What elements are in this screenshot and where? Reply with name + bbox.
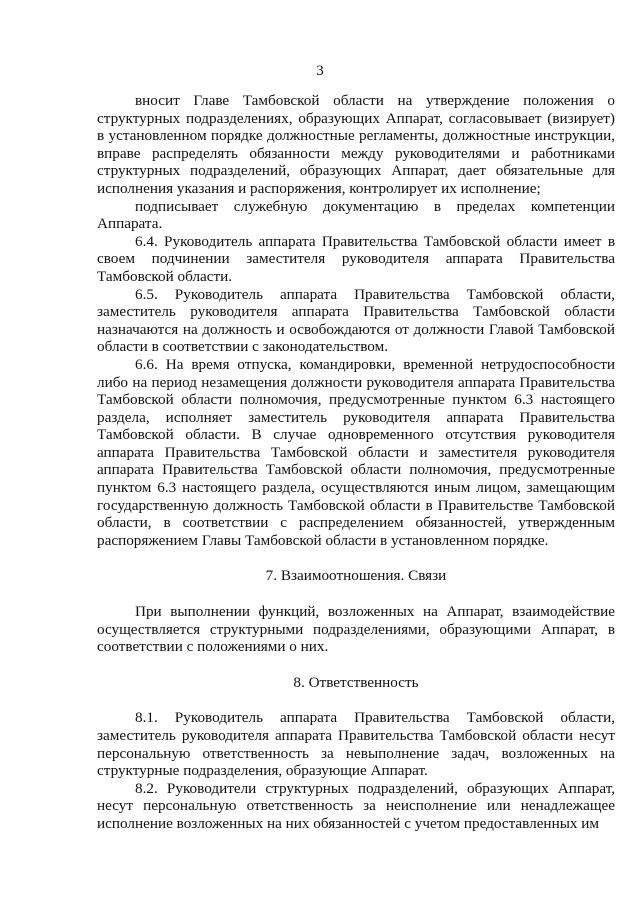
paragraph-6-6: 6.6. На время отпуска, командировки, временной нетрудоспособности либо на период незамещения должности руководителя аппарата Правительства Тамбовской области полномочия, предусмотренные пунктом 6.3 настоящего раздела, исполняет заместитель руководителя аппарата Правительства Тамбовской области. В случае одновременного отсутствия руководителя аппарата Правительства Тамбовской области и заместителя руководителя аппарата Правительства Тамбовской области полномочия, предусмотренные пунктом 6.3 настоящего раздела, осуществляются иным лицом, замещающим государственную должность Тамбовской области в Правительстве Тамбовской области, в соответствии с распределением обязанностей, утвержденным распоряжением Главы Тамбовской области в установленном порядке. (97, 355, 615, 549)
paragraph-signs-documents: подписывает служебную документацию в пределах компетенции Аппарата. (97, 197, 615, 233)
page-number: 3 (316, 63, 324, 79)
paragraph-7-relations: При выполнении функций, возложенных на Аппарат, взаимодействие осуществляется структурными подразделениями, образующими Аппарат, в соответствии с положениями о них. (97, 603, 615, 656)
paragraph-8-2: 8.2. Руководители структурных подразделений, образующих Аппарат, несут персональную ответственность за неисполнение или ненадлежащее исполнение возложенных на них обязанностей с учетом предоставленных им (97, 779, 615, 832)
paragraph-6-4: 6.4. Руководитель аппарата Правительства Тамбовской области имеет в своем подчинении заместителя руководителя аппарата Правительства Тамбовской области. (97, 232, 615, 285)
document-body (97, 92, 615, 833)
section-heading-8: 8. Ответственность (293, 673, 419, 691)
paragraph-6-5: 6.5. Руководитель аппарата Правительства Тамбовской области, заместитель руководителя аппарата Правительства Тамбовской области назначаются на должность и освобождаются от должности Главой Тамбовской области в соответствии с законодательством. (97, 285, 615, 356)
paragraph-powers-continued: вносит Главе Тамбовской области на утверждение положения о структурных подразделениях, образующих Аппарат, согласовывает (визирует) в установленном порядке должностные регламенты, должностные инструкции, вправе распределять обязанности между руководителями и работниками структурных подразделений, образующих Аппарат, дает обязательные для исполнения указания и распоряжения, контролирует их исполнение; (97, 92, 615, 197)
section-heading-7: 7. Взаимоотношения. Связи (265, 567, 447, 585)
paragraph-8-1: 8.1. Руководитель аппарата Правительства Тамбовской области, заместитель руководителя аппарата Правительства Тамбовской области несут персональную ответственность за невыполнение задач, возложенных на структурные подразделения, образующие Аппарат. (97, 709, 615, 780)
